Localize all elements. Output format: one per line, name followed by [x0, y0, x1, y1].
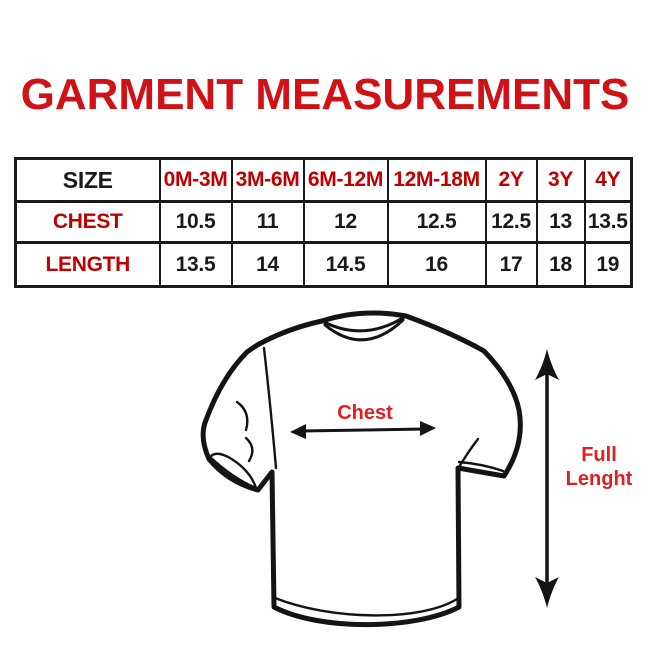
- length-row-label: LENGTH: [16, 243, 160, 287]
- header-0m-3m: 0M-3M: [160, 159, 232, 202]
- header-size: SIZE: [16, 159, 160, 202]
- length-value: 14.5: [304, 243, 388, 287]
- length-value: 13.5: [160, 243, 232, 287]
- page-title: GARMENT MEASUREMENTS: [20, 70, 630, 119]
- header-3y: 3Y: [537, 159, 585, 202]
- header-4y: 4Y: [585, 159, 632, 202]
- full-length-label: Full Lenght: [565, 444, 633, 490]
- chest-label: Chest: [337, 402, 393, 424]
- chest-value: 12.5: [486, 202, 537, 243]
- length-value: 18: [537, 243, 585, 287]
- header-12m-18m: 12M-18M: [388, 159, 486, 202]
- chest-value: 13.5: [585, 202, 632, 243]
- length-value: 19: [585, 243, 632, 287]
- length-value: 14: [232, 243, 304, 287]
- length-value: 16: [388, 243, 486, 287]
- length-value: 17: [486, 243, 537, 287]
- chest-value: 12.5: [388, 202, 486, 243]
- header-2y: 2Y: [486, 159, 537, 202]
- header-6m-12m: 6M-12M: [304, 159, 388, 202]
- header-3m-6m: 3M-6M: [232, 159, 304, 202]
- tshirt-outline: [203, 313, 520, 625]
- full-length-arrow: [535, 349, 559, 608]
- chest-value: 12: [304, 202, 388, 243]
- chest-value: 13: [537, 202, 585, 243]
- chest-row-label: CHEST: [16, 202, 160, 243]
- chest-value: 10.5: [160, 202, 232, 243]
- chest-value: 11: [232, 202, 304, 243]
